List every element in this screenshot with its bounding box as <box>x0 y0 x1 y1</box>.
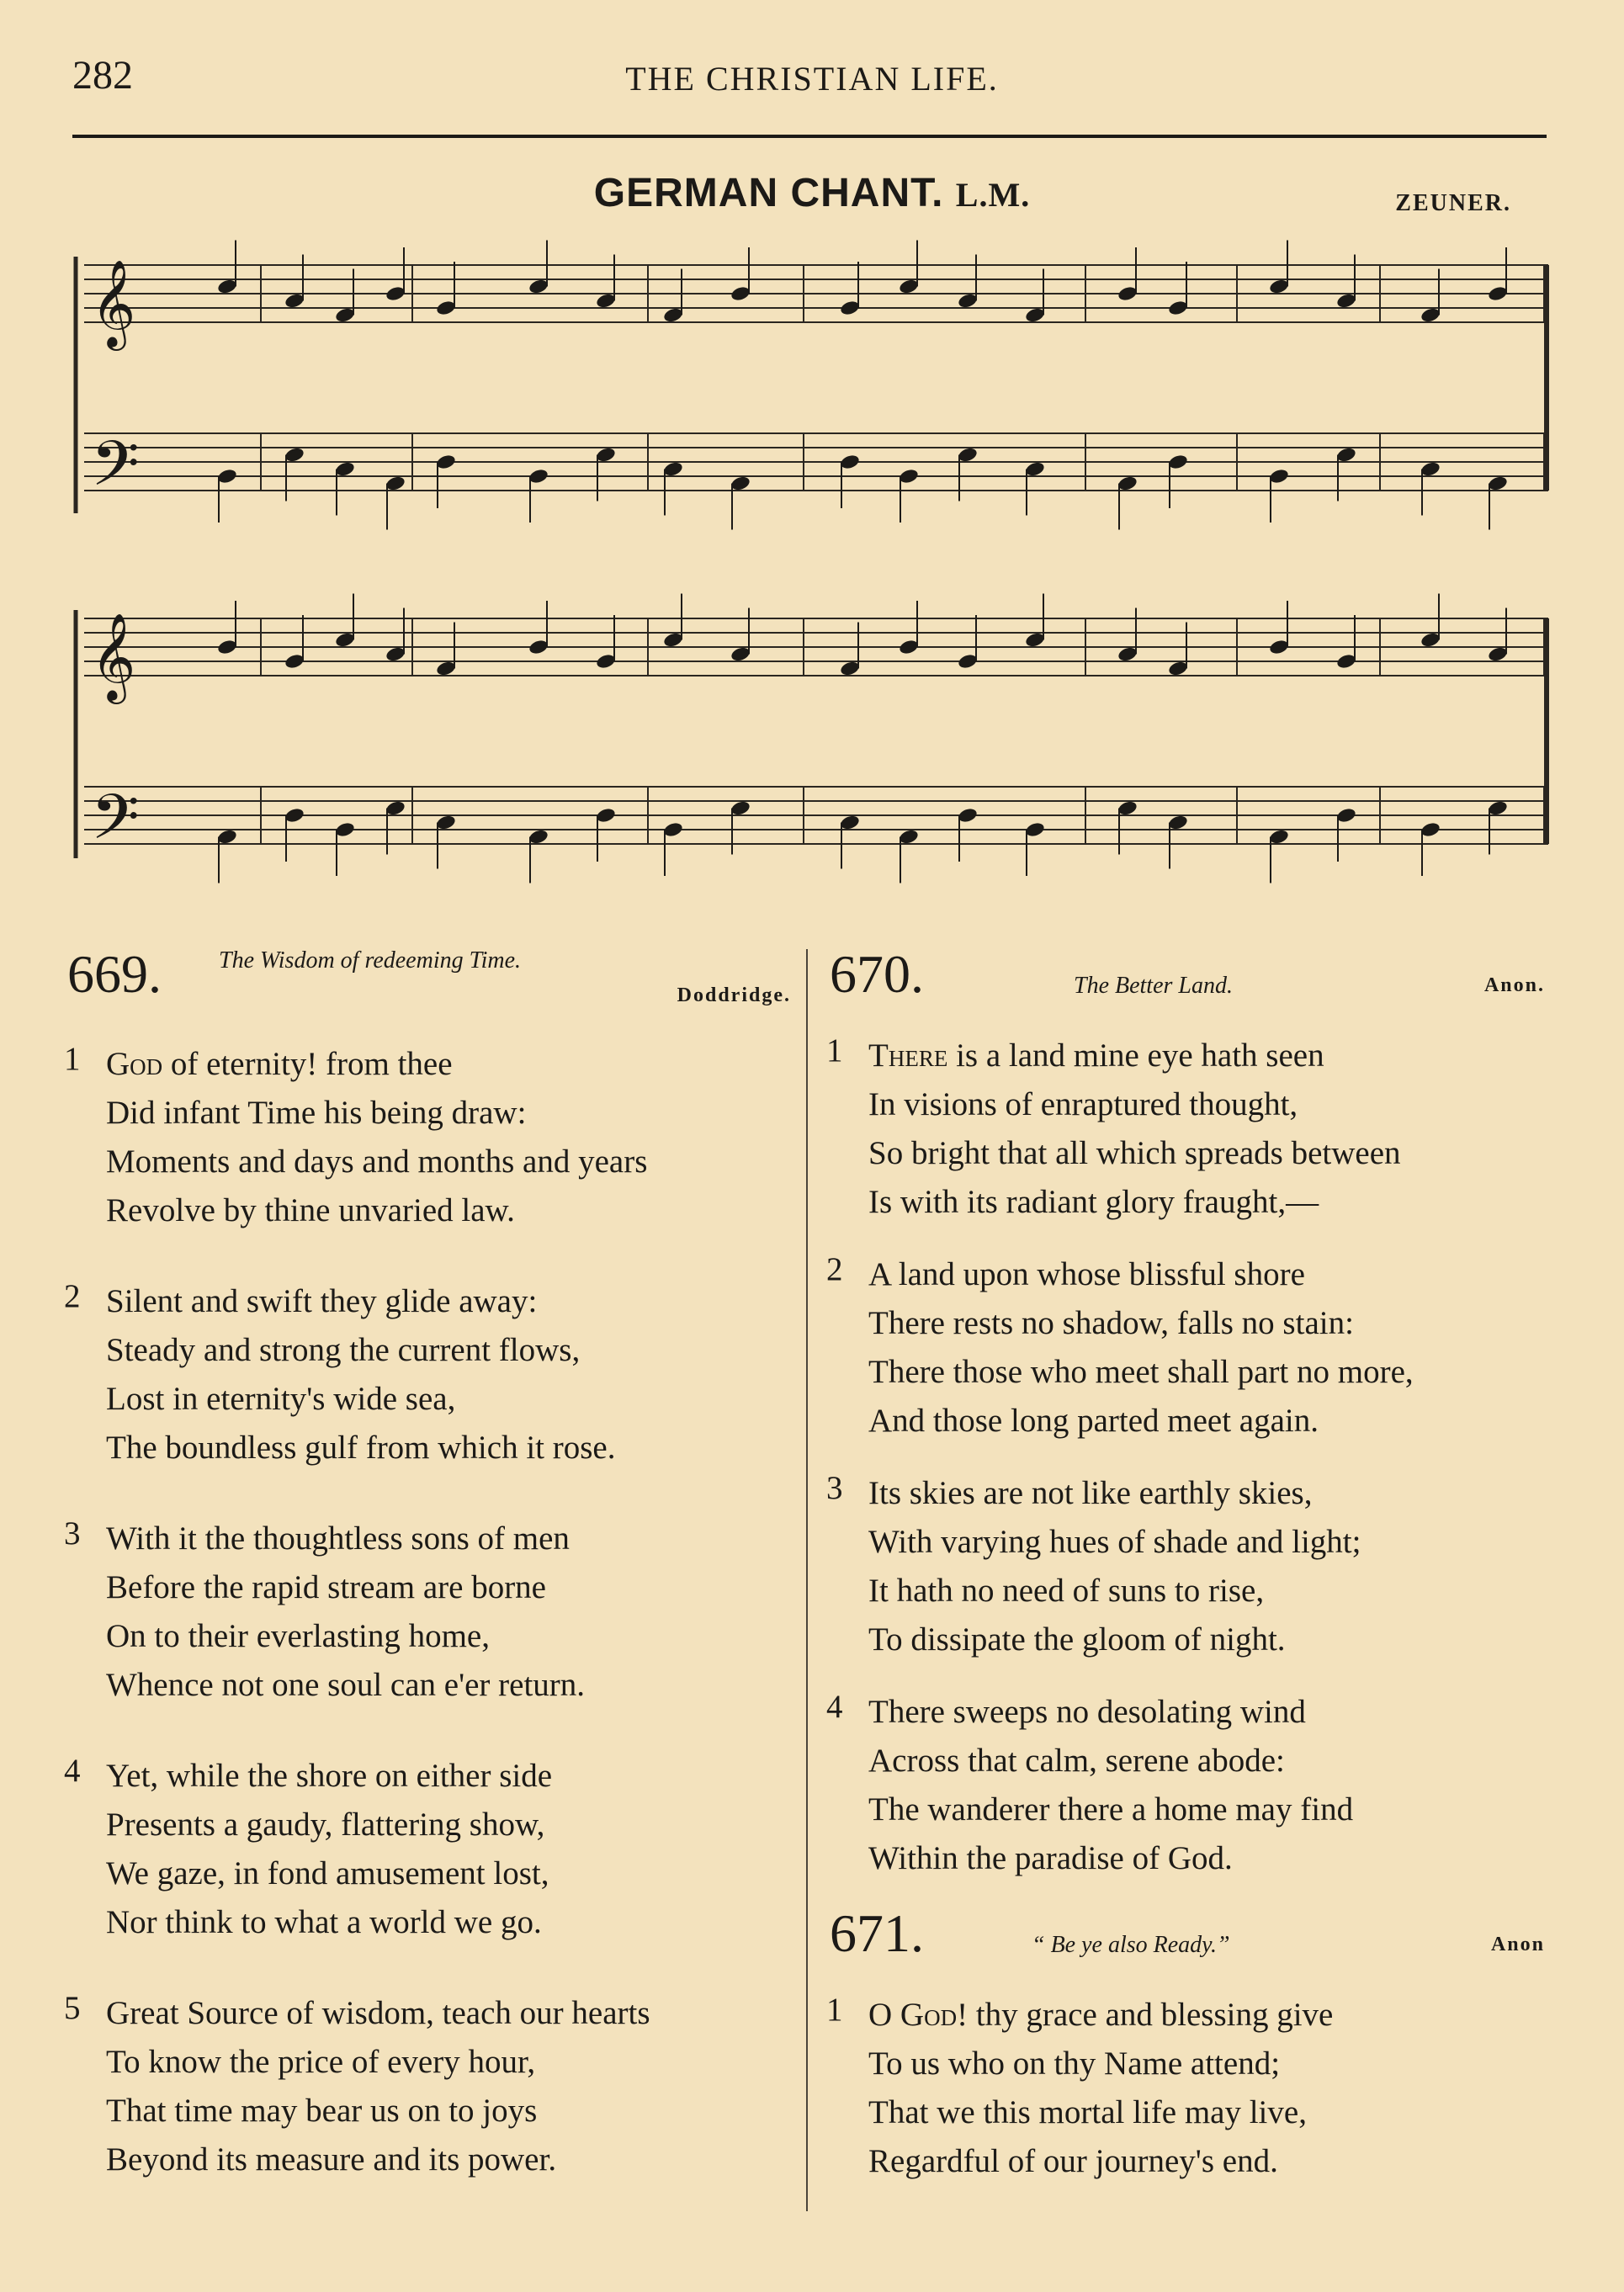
verse-line: With it the thoughtless sons of men <box>106 1520 570 1557</box>
note-head <box>662 821 683 839</box>
verse-line: Before the rapid stream are borne <box>106 1569 546 1605</box>
note-head <box>385 285 406 303</box>
hymn-subject: The Wisdom of redeeming Time. <box>219 947 522 974</box>
note-head <box>1117 799 1138 817</box>
note-head <box>528 468 549 485</box>
stanza <box>821 1032 1553 1227</box>
column-divider <box>806 949 808 2211</box>
hymn-subject: The Better Land. <box>1074 973 1233 999</box>
note-head <box>730 285 751 303</box>
stanza-number: 1 <box>826 1032 843 1069</box>
verse-line: So bright that all which spreads between <box>868 1135 1401 1171</box>
note-head <box>1420 631 1441 649</box>
note-head <box>662 306 683 324</box>
verse-line: The boundless gulf from which it rose. <box>106 1430 616 1466</box>
verse-line: Lost in eternity's wide sea, <box>106 1381 456 1417</box>
note-head <box>216 468 237 485</box>
note-head <box>595 292 616 310</box>
verse-line: To dissipate the gloom of night. <box>868 1621 1286 1658</box>
hymn-subject: “ Be ye also Ready.” <box>1032 1932 1230 1958</box>
verse-line: The wanderer there a home may find <box>868 1791 1354 1828</box>
note-head <box>1268 828 1289 846</box>
verse-line: Beyond its measure and its power. <box>106 2141 557 2178</box>
hymn-671 <box>821 1903 1553 2186</box>
hymn-number: 670. <box>830 944 924 1004</box>
stanza-list <box>821 1991 1553 2186</box>
stanza <box>59 1989 799 2184</box>
note-head <box>1420 821 1441 839</box>
note-head <box>898 639 919 656</box>
note-head <box>1268 468 1289 485</box>
hymn-670 <box>821 944 1553 1883</box>
verse-line: Presents a gaudy, flattering show, <box>106 1807 545 1843</box>
note-head <box>216 278 237 295</box>
hymn-header <box>59 944 799 1040</box>
note-head <box>957 807 978 825</box>
line-text: of eternity! from thee <box>162 1046 453 1082</box>
stanza-number: 2 <box>64 1278 81 1314</box>
hymn-header <box>821 944 1553 1032</box>
verse-line: And those long parted meet again. <box>868 1403 1319 1439</box>
stanza-number: 1 <box>826 1992 843 2028</box>
clef-icon: 𝄞 <box>91 259 136 348</box>
stanza <box>821 1250 1553 1446</box>
verse-line: Did infant Time his being draw: <box>106 1095 527 1131</box>
verse-line: Within the paradise of God. <box>868 1840 1233 1876</box>
note-head <box>1335 292 1356 310</box>
clef-icon: 𝄢 <box>91 427 140 516</box>
note-head <box>730 645 751 663</box>
note-head <box>1335 807 1356 825</box>
verse-line: Its skies are not like earthly skies, <box>868 1475 1313 1511</box>
first-word: O God <box>868 1997 958 2033</box>
verse-line: Nor think to what a world we go. <box>106 1904 542 1940</box>
note-head <box>1268 639 1289 656</box>
first-word: There <box>868 1037 948 1074</box>
clef-icon: 𝄢 <box>91 781 140 869</box>
note-head <box>839 660 860 677</box>
stanza <box>59 1752 799 1947</box>
note-head <box>1268 278 1289 295</box>
note-head <box>730 475 751 492</box>
note-head <box>435 814 456 831</box>
note-head <box>1117 645 1138 663</box>
note-head <box>1024 460 1045 478</box>
verse-line: To us who on thy Name attend; <box>868 2045 1281 2082</box>
running-head: THE CHRISTIAN LIFE. <box>625 60 999 98</box>
verse-line: To know the price of every hour, <box>106 2044 536 2080</box>
verse-line: There rests no shadow, falls no stain: <box>868 1305 1354 1341</box>
stanza <box>821 1991 1553 2186</box>
note-head <box>1024 306 1045 324</box>
note-head <box>839 814 860 831</box>
verse-line <box>821 1991 1553 2040</box>
tune-name: GERMAN CHANT. <box>593 171 944 215</box>
tune-meter: L.M. <box>955 176 1031 214</box>
note-head <box>839 300 860 317</box>
verse-line: Regardful of our journey's end. <box>868 2143 1278 2179</box>
note-head <box>334 306 355 324</box>
verse-line: Steady and strong the current flows, <box>106 1332 581 1368</box>
stanza-number: 3 <box>826 1470 843 1506</box>
music-score <box>0 0 1624 900</box>
note-head <box>334 821 355 839</box>
verse-line: Revolve by thine unvaried law. <box>106 1192 515 1228</box>
note-head <box>528 828 549 846</box>
note-head <box>1117 285 1138 303</box>
note-head <box>284 292 305 310</box>
note-head <box>898 468 919 485</box>
verse-line: Great Source of wisdom, teach our hearts <box>106 1995 650 2031</box>
note-head <box>284 807 305 825</box>
note-head <box>595 446 616 464</box>
note-head <box>284 653 305 671</box>
verse-line: Moments and days and months and years <box>106 1143 648 1180</box>
note-head <box>1167 814 1188 831</box>
stanza-number: 4 <box>64 1753 81 1789</box>
verse-line: It hath no need of suns to rise, <box>868 1573 1265 1609</box>
verse-line: That we this mortal life may live, <box>868 2094 1307 2130</box>
stanza-number: 2 <box>826 1251 843 1287</box>
verse-line: With varying hues of shade and light; <box>868 1524 1361 1560</box>
note-head <box>1024 631 1045 649</box>
stanza-number: 5 <box>64 1990 81 2026</box>
note-head <box>528 278 549 295</box>
hymn-author: Doddridge. <box>677 984 791 1006</box>
note-head <box>730 799 751 817</box>
note-head <box>1167 660 1188 677</box>
stanza-list <box>821 1032 1553 1883</box>
hymn-author: Anon. <box>1483 974 1545 996</box>
note-head <box>1487 799 1508 817</box>
hymn-author: Anon <box>1490 1934 1545 1955</box>
note-head <box>898 828 919 846</box>
note-head <box>1167 454 1188 471</box>
note-head <box>435 454 456 471</box>
note-head <box>1487 645 1508 663</box>
verse-line: There those who meet shall part no more, <box>868 1354 1414 1390</box>
line-text: ! thy grace and blessing give <box>957 1997 1334 2033</box>
stanza <box>59 1515 799 1710</box>
note-head <box>1420 460 1441 478</box>
note-head <box>334 460 355 478</box>
verse-line: We gaze, in fond amusement lost, <box>106 1855 549 1891</box>
note-head <box>1024 821 1045 839</box>
line-text: is a land mine eye hath seen <box>947 1037 1324 1074</box>
note-head <box>595 653 616 671</box>
hymn-number: 669. <box>67 944 162 1004</box>
tune-composer: ZEUNER. <box>1395 190 1511 216</box>
note-head <box>435 300 456 317</box>
verse-line: Across that calm, serene abode: <box>868 1743 1285 1779</box>
note-head <box>662 631 683 649</box>
clef-icon: 𝄞 <box>91 613 136 701</box>
note-head <box>662 460 683 478</box>
note-head <box>528 639 549 656</box>
note-head <box>898 278 919 295</box>
note-head <box>1335 653 1356 671</box>
stanza-number: 4 <box>826 1689 843 1725</box>
note-head <box>957 292 978 310</box>
stanza-list <box>59 1040 799 2184</box>
note-head <box>839 454 860 471</box>
note-head <box>385 645 406 663</box>
note-head <box>1335 446 1356 464</box>
stanza <box>821 1469 1553 1664</box>
note-head <box>216 828 237 846</box>
right-column <box>821 944 1553 2210</box>
verse-line: Yet, while the shore on either side <box>106 1758 553 1794</box>
first-word: God <box>106 1046 163 1082</box>
stanza-number: 1 <box>64 1041 81 1077</box>
verse-line: Whence not one soul can e'er return. <box>106 1667 586 1703</box>
hymn-header <box>821 1903 1553 1991</box>
note-head <box>385 799 406 817</box>
verse-line: Is with its radiant glory fraught,— <box>868 1184 1319 1220</box>
verse-line <box>59 1040 799 1089</box>
verse-line: There sweeps no desolating wind <box>868 1694 1306 1730</box>
stanza <box>821 1688 1553 1883</box>
note-head <box>1167 300 1188 317</box>
note-head <box>216 639 237 656</box>
stanza-number: 3 <box>64 1515 81 1552</box>
note-head <box>385 475 406 492</box>
hymn-669 <box>59 944 799 2226</box>
note-head <box>1420 306 1441 324</box>
note-head <box>1487 285 1508 303</box>
verse-line: Silent and swift they glide away: <box>106 1283 538 1319</box>
verse-line: In visions of enraptured thought, <box>868 1086 1298 1122</box>
note-head <box>334 631 355 649</box>
page-number: 282 <box>72 53 133 98</box>
verse-line: That time may bear us on to joys <box>106 2093 538 2129</box>
verse-line <box>821 1032 1553 1080</box>
note-head <box>595 807 616 825</box>
note-head <box>284 446 305 464</box>
verse-line: A land upon whose blissful shore <box>868 1256 1305 1292</box>
note-head <box>435 660 456 677</box>
note-head <box>957 653 978 671</box>
note-head <box>1487 475 1508 492</box>
hymn-number: 671. <box>830 1903 924 1963</box>
note-head <box>957 446 978 464</box>
note-head <box>1117 475 1138 492</box>
stanza <box>59 1040 799 1235</box>
verse-line: On to their everlasting home, <box>106 1618 490 1654</box>
stanza <box>59 1277 799 1472</box>
